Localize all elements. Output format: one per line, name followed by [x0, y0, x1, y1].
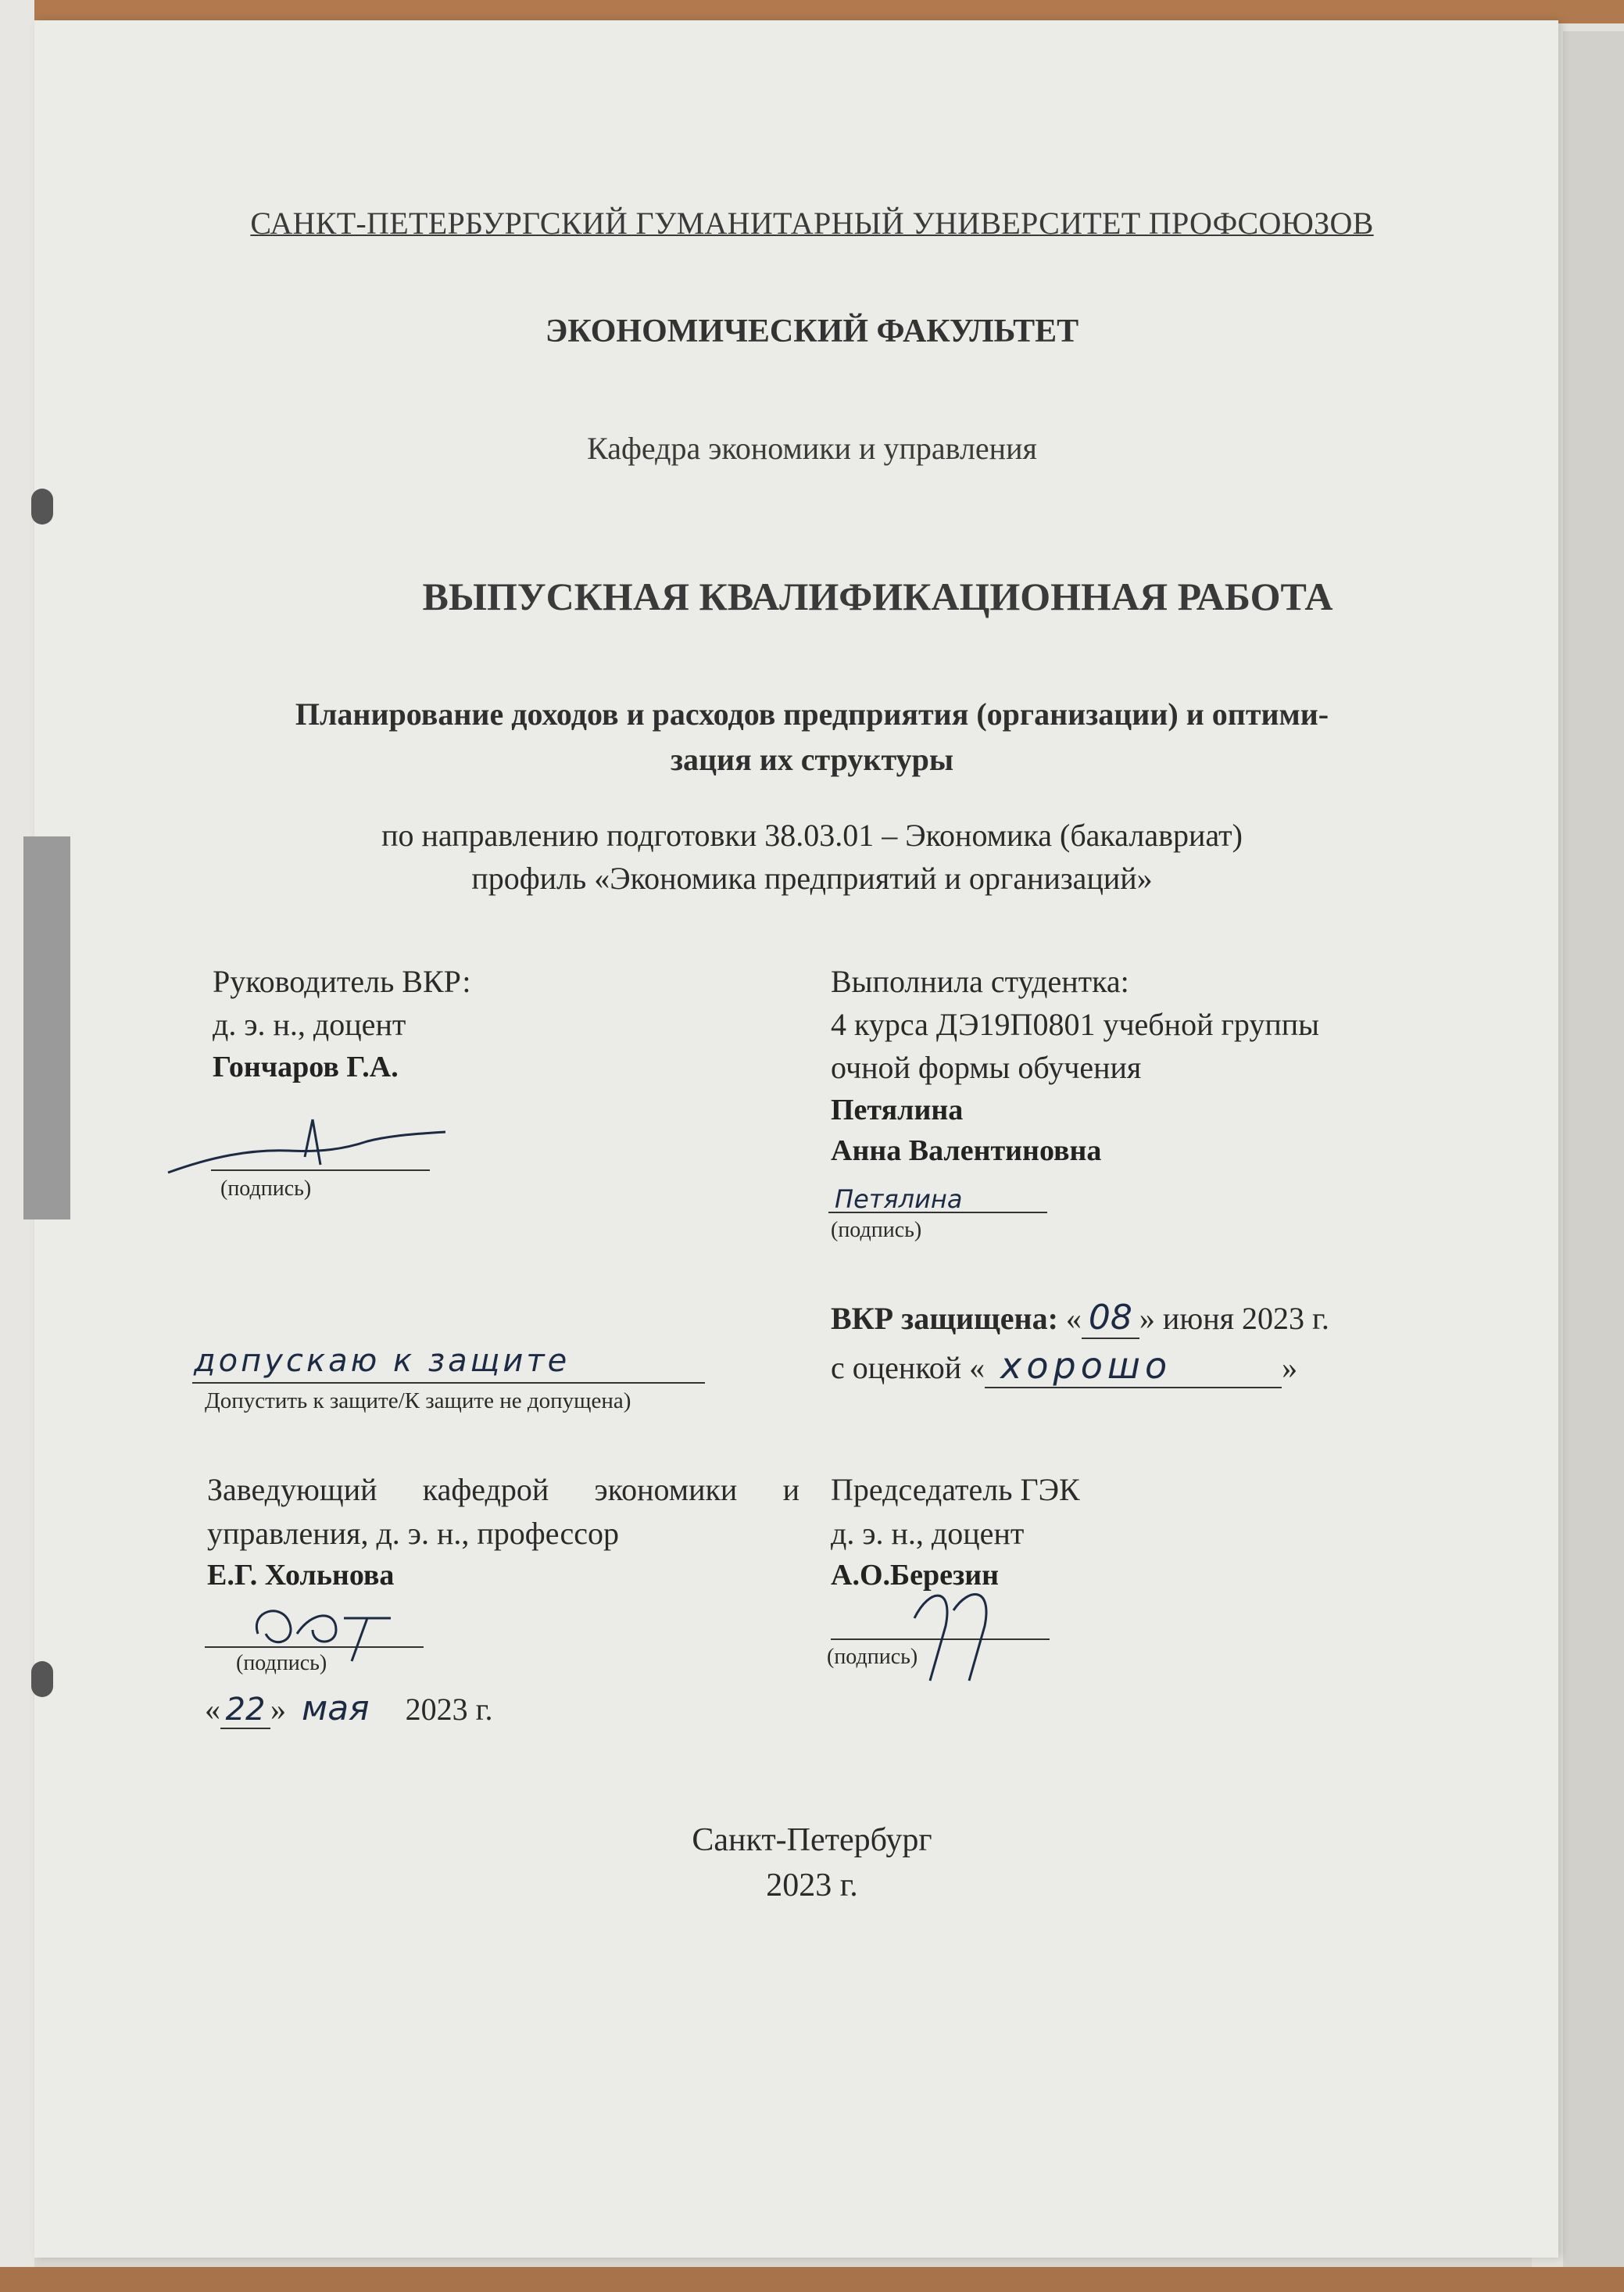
- head-date-open: «: [205, 1692, 220, 1727]
- faculty-name: ЭКОНОМИЧЕСКИЙ ФАКУЛЬТЕТ: [545, 313, 1079, 349]
- defense-label: ВКР защищена:: [831, 1301, 1058, 1336]
- head-word-2: кафедрой: [422, 1472, 549, 1507]
- defense-quote-open: «: [1065, 1301, 1082, 1336]
- defense-month-year: » июня 2023 г.: [1139, 1301, 1329, 1336]
- head-name: Е.Г. Хольнова: [207, 1559, 395, 1592]
- head-word-4: и: [782, 1472, 799, 1507]
- student-signature-caption: (подпись): [831, 1218, 922, 1242]
- direction-line-2: профиль «Экономика предприятий и организаций»: [471, 861, 1153, 896]
- head-date-close: »: [270, 1692, 286, 1727]
- head-date-day: 22: [220, 1692, 270, 1729]
- head-signature-caption: (подпись): [236, 1651, 327, 1675]
- defense-day: 08: [1082, 1298, 1139, 1339]
- student-given-names: Анна Валентиновна: [831, 1134, 1102, 1167]
- chairman-degree: д. э. н., доцент: [831, 1516, 1025, 1551]
- student-label: Выполнила студентка:: [831, 964, 1129, 999]
- grade-prefix: с оценкой «: [831, 1350, 985, 1385]
- head-word-1: Заведующий: [207, 1472, 377, 1507]
- supervisor-degree: д. э. н., доцент: [213, 1007, 406, 1042]
- chairman-label: Председатель ГЭК: [831, 1472, 1080, 1507]
- work-type-title: ВЫПУСКНАЯ КВАЛИФИКАЦИОННАЯ РАБОТА: [422, 575, 1333, 618]
- head-date-month: мая: [302, 1689, 370, 1728]
- head-date-year: 2023 г.: [405, 1692, 493, 1727]
- work-theme-line-2: зация их структуры: [670, 742, 954, 777]
- head-line-1: [207, 1471, 799, 1508]
- student-signature: Петялина: [835, 1184, 963, 1214]
- defense-line: [831, 1298, 1329, 1339]
- supervisor-signature-caption: (подпись): [220, 1176, 312, 1201]
- student-surname: Петялина: [831, 1094, 964, 1126]
- city: Санкт-Петербург: [692, 1822, 932, 1858]
- chairman-signature: [899, 1571, 1016, 1689]
- supervisor-name: Гончаров Г.А.: [213, 1051, 399, 1083]
- student-course: 4 курса ДЭ19П0801 учебной группы: [831, 1007, 1320, 1042]
- table-edge-bottom: [0, 2267, 1624, 2292]
- chairman-signature-caption: (подпись): [827, 1645, 918, 1669]
- work-theme-line-1: Планирование доходов и расходов предприятия (организации) и оптими-: [295, 697, 1329, 732]
- admission-handwritten: допускаю к защите: [194, 1343, 571, 1379]
- head-date: [205, 1689, 493, 1729]
- head-word-3: экономики: [594, 1472, 738, 1507]
- student-study-form: очной формы обучения: [831, 1050, 1142, 1085]
- supervisor-label: Руководитель ВКР:: [213, 964, 471, 999]
- head-line-2: управления, д. э. н., профессор: [207, 1516, 619, 1551]
- university-name: САНКТ-ПЕТЕРБУРГСКИЙ ГУМАНИТАРНЫЙ УНИВЕРСИТЕТ ПРОФСОЮЗОВ: [250, 206, 1374, 241]
- grade-suffix: »: [1282, 1350, 1298, 1385]
- binder-ring-top: [31, 489, 53, 525]
- admission-line: [192, 1382, 705, 1384]
- binder-ring-bottom: [31, 1661, 53, 1697]
- paper-stack-edge-inner: [1563, 31, 1624, 2267]
- chairman-name: А.О.Березин: [831, 1559, 1000, 1592]
- grade-value: хорошо: [985, 1345, 1282, 1388]
- grade-line: [831, 1345, 1297, 1388]
- year: 2023 г.: [766, 1868, 858, 1903]
- direction-line-1: по направлению подготовки 38.03.01 – Экономика (бакалавриат): [381, 818, 1243, 853]
- admission-caption: Допустить к защите/К защите не допущена): [205, 1388, 631, 1413]
- department-name: Кафедра экономики и управления: [587, 431, 1037, 466]
